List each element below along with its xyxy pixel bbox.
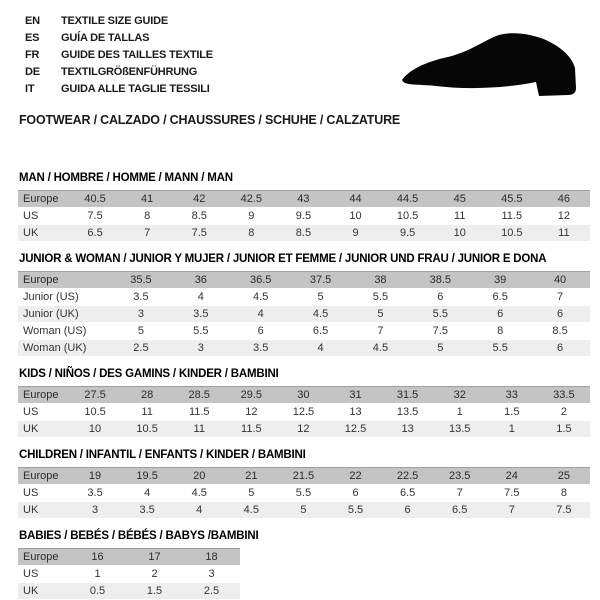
size-cell: 13.5	[448, 423, 471, 435]
size-cell: 37.5	[309, 274, 332, 286]
size-cell: 7.5	[504, 487, 520, 499]
size-cell: 25	[557, 470, 571, 482]
row-label: Europe	[23, 470, 59, 482]
size-cell: 1.5	[146, 585, 163, 597]
size-cell: 5.5	[347, 504, 364, 516]
size-cell: 6.5	[399, 487, 416, 499]
size-cell: 7.5	[87, 210, 103, 222]
row-label: US	[23, 406, 39, 418]
language-label: GUÍA DE TALLAS	[61, 32, 150, 44]
table-row	[18, 208, 590, 224]
size-cell: 27.5	[84, 389, 106, 401]
size-cell: 2.5	[203, 585, 220, 597]
size-cell: 33	[505, 389, 518, 401]
size-tables	[18, 172, 590, 599]
language-code: EN	[25, 15, 40, 27]
size-cell: 5	[317, 291, 324, 303]
size-cell: 9.5	[399, 227, 416, 239]
size-cell: 31	[349, 389, 362, 401]
size-cell: 42.5	[240, 193, 263, 205]
size-cell: 5	[437, 342, 444, 354]
size-cell: 20	[193, 470, 206, 482]
size-cell: 3	[197, 342, 204, 354]
size-cell: 44	[349, 193, 362, 205]
table-row	[18, 190, 590, 207]
size-cell: 28	[141, 389, 154, 401]
table-row	[18, 502, 590, 518]
size-cell: 3.5	[253, 342, 269, 354]
size-cell: 19	[88, 470, 102, 482]
size-cell: 7	[456, 487, 463, 499]
row-label: UK	[23, 585, 39, 597]
language-code: IT	[25, 83, 35, 95]
size-cell: 8	[560, 487, 567, 499]
size-cell: 46	[557, 193, 571, 205]
size-cell: 21	[245, 470, 258, 482]
size-cell: 11	[141, 406, 153, 418]
size-cell: 4	[197, 291, 204, 303]
table-row	[18, 225, 590, 241]
size-cell: 31.5	[396, 389, 419, 401]
size-cell: 5.5	[372, 291, 389, 303]
size-cell: 6.5	[452, 504, 468, 516]
size-cell: 6	[352, 487, 359, 499]
size-cell: 38	[374, 274, 387, 286]
size-cell: 16	[91, 551, 104, 563]
size-cell: 4.5	[312, 308, 329, 320]
size-cell: 11.5	[501, 210, 523, 222]
size-cell: 9	[248, 210, 255, 222]
row-label: Junior (UK)	[23, 308, 79, 320]
size-cell: 6	[497, 308, 504, 320]
size-cell: 10.5	[501, 227, 523, 239]
size-cell: 36	[194, 274, 207, 286]
size-table	[18, 467, 590, 518]
row-label: Europe	[23, 551, 59, 563]
size-cell: 12	[557, 210, 571, 222]
size-cell: 2.5	[133, 342, 149, 354]
size-cell: 8	[248, 227, 255, 239]
table-row	[18, 548, 240, 565]
section-title: BABIES / BEBÉS / BÉBÉS / BABYS /BAMBINI	[19, 530, 259, 542]
size-cell: 7	[144, 227, 151, 239]
size-cell: 10	[453, 227, 466, 239]
size-cell: 6.5	[87, 227, 103, 239]
size-cell: 24	[505, 470, 518, 482]
size-cell: 8	[497, 325, 504, 337]
language-label: TEXTILGRÖßENFÜHRUNG	[61, 66, 198, 78]
size-cell: 8.5	[552, 325, 568, 337]
size-cell: 41	[141, 193, 154, 205]
size-cell: 7	[377, 325, 384, 337]
size-cell: 11	[558, 227, 570, 239]
size-cell: 12	[297, 423, 310, 435]
size-cell: 4.5	[372, 342, 389, 354]
language-label: TEXTILE SIZE GUIDE	[61, 15, 169, 27]
size-cell: 2	[560, 406, 567, 418]
size-cell: 44.5	[396, 193, 419, 205]
size-cell: 8	[144, 210, 151, 222]
size-cell: 9	[352, 227, 359, 239]
size-cell: 32	[453, 389, 466, 401]
section-title: MAN / HOMBRE / HOMME / MANN / MAN	[19, 172, 233, 184]
size-table-section	[18, 449, 590, 518]
size-cell: 1	[508, 423, 515, 435]
size-cell: 7.5	[191, 227, 207, 239]
size-cell: 8.5	[191, 210, 207, 222]
size-cell: 10.5	[84, 406, 106, 418]
size-table	[18, 548, 240, 599]
row-label: UK	[23, 423, 39, 435]
size-cell: 40	[553, 274, 567, 286]
size-cell: 22.5	[396, 470, 419, 482]
size-cell: 4	[196, 504, 203, 516]
size-cell: 6	[557, 308, 564, 320]
size-table	[18, 386, 590, 437]
row-label: UK	[23, 504, 39, 516]
size-cell: 36.5	[249, 274, 272, 286]
size-cell: 12.5	[292, 406, 315, 418]
size-cell: 4.5	[243, 504, 259, 516]
size-cell: 1.5	[556, 423, 572, 435]
size-table-section	[18, 172, 590, 241]
size-cell: 4.5	[191, 487, 207, 499]
row-label: UK	[23, 227, 39, 239]
size-cell: 7	[557, 291, 564, 303]
language-code: DE	[25, 66, 40, 78]
size-cell: 6	[404, 504, 411, 516]
size-cell: 5.5	[432, 308, 448, 320]
size-cell: 3.5	[133, 291, 149, 303]
language-code: FR	[25, 49, 40, 61]
size-cell: 6.5	[312, 325, 329, 337]
size-cell: 1	[94, 568, 101, 580]
size-cell: 19.5	[136, 470, 158, 482]
size-cell: 11	[193, 423, 205, 435]
size-cell: 4	[317, 342, 324, 354]
size-cell: 3	[208, 568, 215, 580]
table-row	[18, 289, 590, 305]
size-cell: 1.5	[504, 406, 520, 418]
row-label: Europe	[23, 274, 59, 286]
size-cell: 21.5	[292, 470, 315, 482]
size-cell: 0.5	[89, 585, 106, 597]
size-cell: 29.5	[240, 389, 263, 401]
size-table	[18, 190, 590, 241]
size-cell: 45	[453, 193, 466, 205]
table-row	[18, 485, 590, 501]
size-cell: 10.5	[136, 423, 158, 435]
size-cell: 5	[137, 325, 144, 337]
table-row	[18, 421, 590, 437]
size-cell: 1	[456, 406, 463, 418]
size-cell: 12	[245, 406, 258, 418]
language-label: GUIDE DES TAILLES TEXTILE	[61, 49, 213, 61]
size-cell: 43	[297, 193, 310, 205]
table-row	[18, 467, 590, 484]
size-cell: 22	[349, 470, 362, 482]
size-cell: 6	[437, 291, 444, 303]
size-cell: 38.5	[429, 274, 452, 286]
size-cell: 17	[148, 551, 161, 563]
size-cell: 12.5	[344, 423, 367, 435]
size-cell: 3	[137, 308, 144, 320]
size-cell: 5	[248, 487, 255, 499]
size-cell: 6.5	[492, 291, 508, 303]
size-table-section	[18, 253, 590, 356]
row-label: Junior (US)	[23, 291, 79, 303]
size-cell: 3	[91, 504, 99, 516]
size-cell: 10	[88, 423, 102, 435]
size-table-section	[18, 368, 590, 437]
size-cell: 11.5	[188, 406, 210, 418]
size-cell: 11.5	[241, 423, 262, 435]
size-cell: 28.5	[188, 389, 210, 401]
size-cell: 10	[349, 210, 362, 222]
row-label: Europe	[23, 389, 59, 401]
language-label: GUIDA ALLE TAGLIE TESSILI	[61, 83, 210, 95]
size-cell: 6	[557, 342, 564, 354]
size-cell: 3.5	[193, 308, 209, 320]
size-cell: 39	[494, 274, 507, 286]
size-cell: 7	[508, 504, 515, 516]
size-cell: 5.5	[295, 487, 312, 499]
table-row	[18, 323, 590, 339]
size-cell: 4	[257, 308, 264, 320]
size-cell: 7.5	[432, 325, 448, 337]
language-code: ES	[25, 32, 40, 44]
size-cell: 7.5	[556, 504, 572, 516]
shoe-icon	[396, 22, 586, 106]
size-cell: 30	[297, 389, 310, 401]
table-row	[18, 404, 590, 420]
row-label: US	[23, 210, 39, 222]
size-table-section	[18, 530, 590, 599]
size-cell: 5.5	[492, 342, 508, 354]
size-cell: 13	[401, 423, 414, 435]
table-row	[18, 306, 590, 322]
category-line: FOOTWEAR / CALZADO / CHAUSSURES / SCHUHE / CALZATURE	[19, 113, 401, 127]
size-cell: 13	[349, 406, 362, 418]
size-cell: 5.5	[193, 325, 209, 337]
size-cell: 11	[453, 210, 466, 222]
size-cell: 5	[300, 504, 307, 516]
table-row	[18, 386, 590, 403]
size-cell: 4	[144, 487, 151, 499]
size-cell: 23.5	[448, 470, 471, 482]
row-label: Woman (UK)	[23, 342, 87, 354]
section-title: CHILDREN / INFANTIL / ENFANTS / KINDER / BAMBINI	[19, 449, 306, 461]
size-cell: 4.5	[253, 291, 269, 303]
size-cell: 40.5	[84, 193, 106, 205]
size-cell: 35.5	[130, 274, 152, 286]
size-cell: 13.5	[396, 406, 419, 418]
size-cell: 8.5	[295, 227, 312, 239]
size-cell: 3.5	[87, 487, 103, 499]
size-cell: 9.5	[295, 210, 312, 222]
row-label: US	[23, 487, 39, 499]
size-cell: 6	[257, 325, 264, 337]
size-table	[18, 271, 590, 356]
table-row	[18, 583, 240, 599]
size-cell: 33.5	[553, 389, 575, 401]
table-row	[18, 271, 590, 288]
size-cell: 10.5	[396, 210, 419, 222]
size-cell: 2	[151, 568, 158, 580]
size-cell: 3.5	[139, 504, 155, 516]
size-cell: 45.5	[501, 193, 523, 205]
row-label: US	[23, 568, 39, 580]
size-cell: 5	[377, 308, 384, 320]
row-label: Europe	[23, 193, 59, 205]
row-label: Woman (US)	[23, 325, 87, 337]
size-cell: 18	[205, 551, 218, 563]
size-cell: 42	[193, 193, 206, 205]
section-title: JUNIOR & WOMAN / JUNIOR Y MUJER / JUNIOR ET FEMME / JUNIOR UND FRAU / JUNIOR E DONA	[19, 253, 547, 265]
table-row	[18, 566, 240, 582]
section-title: KIDS / NIÑOS / DES GAMINS / KINDER / BAMBINI	[19, 368, 279, 380]
table-row	[18, 340, 590, 356]
